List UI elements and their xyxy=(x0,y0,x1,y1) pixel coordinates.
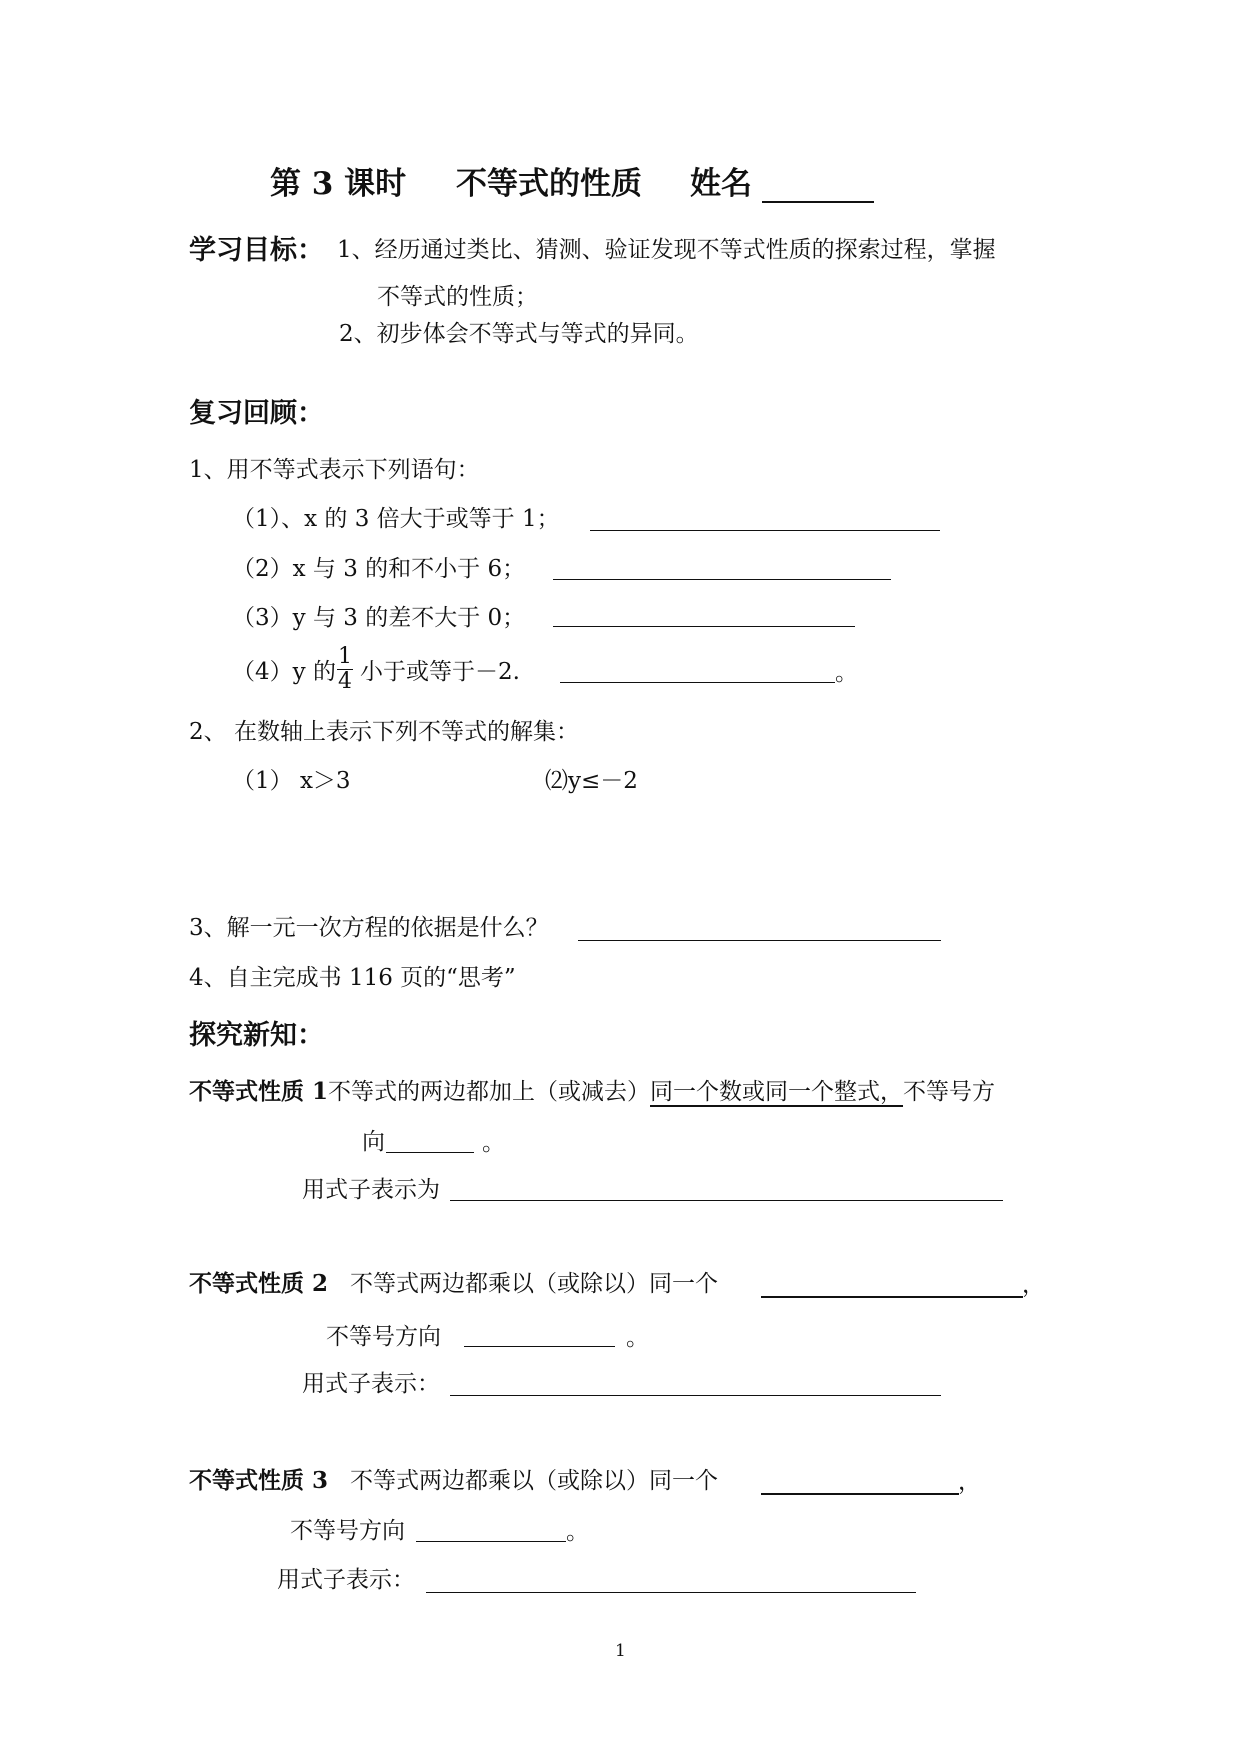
question-2-2: ⑵y≤－2 xyxy=(545,768,638,794)
property-2-direction-label: 不等号方向 xyxy=(326,1324,441,1350)
objectives-heading: 学习目标： xyxy=(189,235,324,266)
question-1-4-end: 。 xyxy=(835,660,858,686)
page-number: 1 xyxy=(615,1641,626,1661)
question-1-1: （1）、x 的 3 倍大于或等于 1； xyxy=(232,506,560,532)
page-title: 不等式的性质 xyxy=(456,166,642,202)
answer-blank-1-2[interactable] xyxy=(553,579,891,580)
property-2-direction-blank[interactable] xyxy=(464,1346,615,1347)
property-3-direction-end: 。 xyxy=(566,1519,589,1545)
question-4: 4、自主完成书 116 页的“思考” xyxy=(189,965,516,991)
question-1: 1、用不等式表示下列语句： xyxy=(189,457,480,483)
property-3-blank[interactable] xyxy=(761,1493,959,1495)
question-2-1: （1） x＞3 xyxy=(232,768,351,794)
property-3-formula-label: 用式子表示： xyxy=(277,1567,415,1593)
property-1-text-b: 不等号方 xyxy=(903,1079,996,1105)
property-2-formula-label: 用式子表示： xyxy=(302,1371,440,1397)
property-3-label: 不等式性质 3 xyxy=(189,1467,329,1494)
property-1-direction-end: 。 xyxy=(482,1130,505,1156)
property-3-formula-blank[interactable] xyxy=(426,1592,916,1593)
property-2-label: 不等式性质 2 xyxy=(189,1270,329,1297)
property-2-direction-end: 。 xyxy=(626,1325,649,1351)
property-2-text: 不等式两边都乘以（或除以）同一个 xyxy=(350,1271,719,1297)
answer-blank-3[interactable] xyxy=(578,940,941,941)
question-3: 3、解一元一次方程的依据是什么？ xyxy=(189,915,549,941)
question-2: 2、 在数轴上表示下列不等式的解集： xyxy=(189,719,579,745)
property-2-line-1 xyxy=(189,1269,718,1299)
property-1-text-a: 不等式的两边都加上（或减去） xyxy=(328,1079,651,1105)
answer-blank-1-1[interactable] xyxy=(590,530,940,531)
objective-1-line-2: 不等式的性质； xyxy=(377,284,538,310)
property-2-comma: ， xyxy=(1022,1272,1045,1298)
property-3-direction-blank[interactable] xyxy=(416,1541,566,1542)
property-1-direction-blank[interactable] xyxy=(386,1152,474,1153)
fraction-one-quarter xyxy=(336,645,354,694)
explore-heading: 探究新知： xyxy=(189,1020,324,1051)
property-3-text: 不等式两边都乘以（或除以）同一个 xyxy=(350,1468,719,1494)
property-1-direction-label: 向 xyxy=(362,1129,385,1155)
question-1-2: （2）x 与 3 的和不小于 6； xyxy=(232,556,526,582)
fraction-denominator: 4 xyxy=(338,669,352,694)
name-blank[interactable] xyxy=(762,201,874,203)
answer-blank-1-3[interactable] xyxy=(553,626,855,627)
fraction-numerator: 1 xyxy=(338,644,352,669)
property-3-line-1 xyxy=(189,1466,718,1496)
property-1-formula-label: 用式子表示为 xyxy=(302,1177,440,1203)
property-1-line-1 xyxy=(189,1077,995,1107)
property-1-formula-blank[interactable] xyxy=(450,1200,1003,1201)
objective-2: 2、初步体会不等式与等式的异同。 xyxy=(339,321,699,347)
property-3-direction-label: 不等号方向 xyxy=(290,1518,405,1544)
property-3-comma: ， xyxy=(958,1469,981,1495)
question-1-4-suffix: 小于或等于－2. xyxy=(360,659,520,685)
property-2-formula-blank[interactable] xyxy=(450,1395,941,1396)
question-1-4-prefix: （4）y 的 xyxy=(232,659,336,685)
lesson-label: 第 3 课时 xyxy=(270,166,407,202)
question-1-3: （3）y 与 3 的差不大于 0； xyxy=(232,605,526,631)
objective-1-line-1: 1、经历通过类比、猜测、验证发现不等式性质的探索过程，掌握 xyxy=(337,237,996,263)
property-1-label: 不等式性质 1 xyxy=(189,1078,329,1105)
name-label: 姓名 xyxy=(690,166,752,202)
property-2-blank[interactable] xyxy=(761,1296,1023,1298)
property-1-text-underlined: 同一个数或同一个整式， xyxy=(650,1079,904,1105)
answer-blank-1-4[interactable] xyxy=(560,682,835,683)
review-heading: 复习回顾： xyxy=(189,398,324,429)
